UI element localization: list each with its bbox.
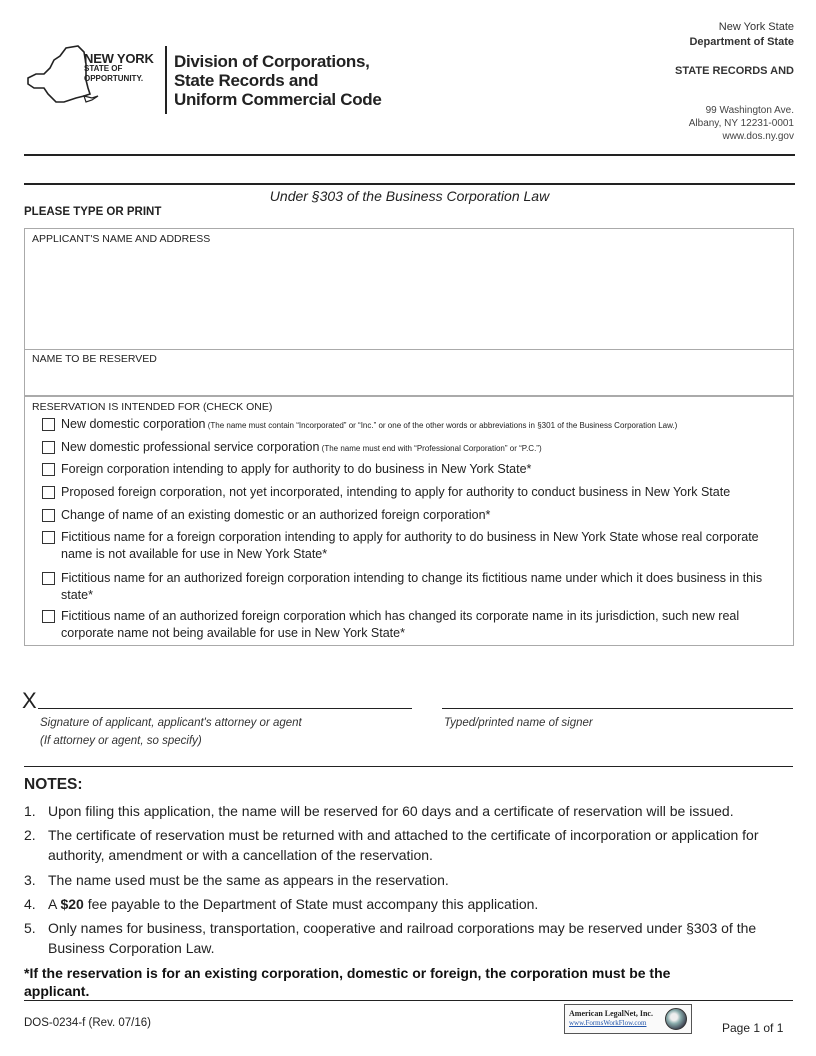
division-line-1: Division of Corporations, (174, 52, 370, 71)
option-label: Proposed foreign corporation, not yet incorporated, intending to apply for authority to conduct business in New York State (61, 485, 731, 499)
option-note: (The name must contain “Incorporated” or “Inc.” or one of the other words or abbreviations in §301 of the Business Corporation Law.) (205, 421, 678, 430)
addr-line-3[interactable]: www.dos.ny.gov (722, 131, 794, 142)
logo-line-2: STATE OF (84, 64, 123, 73)
applicant-box[interactable] (24, 228, 794, 350)
option-label: Change of name of an existing domestic or an authorized foreign corporation* (61, 508, 491, 522)
applicant-label: APPLICANT'S NAME AND ADDRESS (32, 233, 211, 245)
please-type-label: PLEASE TYPE OR PRINT (24, 206, 162, 218)
option-label: New domestic corporation (61, 417, 206, 431)
reservation-box (24, 396, 794, 646)
signature-x-mark: X (22, 688, 37, 713)
division-line-3: Uniform Commercial Code (174, 90, 382, 109)
addr-line-2: Albany, NY 12231-0001 (688, 118, 794, 129)
typed-name-line[interactable] (442, 708, 793, 709)
note-number: 3. (24, 872, 36, 888)
existing-corporation-note: *If the reservation is for an existing corporation, domestic or foreign, the corporation must be the applicant. (24, 965, 671, 999)
name-label: NAME TO BE RESERVED (32, 353, 157, 365)
note-number: 1. (24, 803, 36, 819)
note-number: 5. (24, 920, 36, 936)
option-label: Fictitious name for a foreign corporation intending to apply for authority to do business in New York State whose real corporate name is not available for use in New York State* (61, 530, 759, 561)
logo-divider (165, 46, 167, 114)
legalnet-stamp[interactable] (564, 1004, 692, 1034)
globe-icon (665, 1008, 687, 1030)
form-subtitle: Under §303 of the Business Corporation Law (269, 188, 550, 204)
fee-amount: $20 (60, 896, 84, 912)
checkbox-icon[interactable] (42, 572, 55, 585)
option-label: New domestic professional service corporation (61, 440, 320, 454)
notes-rule (24, 766, 793, 767)
note-text: Upon filing this application, the name will be reserved for 60 days and a certificate of reservation will be issued. (48, 803, 734, 819)
reservation-label: RESERVATION IS INTENDED FOR (CHECK ONE) (32, 401, 273, 413)
note-text: The name used must be the same as appears in the reservation. (48, 872, 449, 888)
option-label: Fictitious name of an authorized foreign corporation which has changed its corporate name in its jurisdiction, such new real corporate name not being available for use in New York State* (61, 609, 740, 640)
division-title (174, 52, 382, 109)
header-rule (24, 154, 795, 156)
stamp-company: American LegalNet, Inc. (569, 1009, 653, 1018)
note-text-pre: A (48, 896, 61, 912)
addr-line-1: 99 Washington Ave. (705, 105, 794, 116)
note-text: The certificate of reservation must be returned with and attached to the certificate of incorporation or application for authority, amendment or with a cancellation of the reservation. (48, 827, 759, 863)
logo-line-1: NEW YORK (84, 51, 154, 66)
address-block (689, 104, 794, 143)
logo-line-3: OPPORTUNITY. (84, 74, 144, 83)
option-label: Fictitious name for an authorized foreign corporation intending to change its fictitious name under which it does business in this state* (61, 571, 763, 602)
form-number: DOS-0234-f (Rev. 07/16) (24, 1017, 151, 1029)
signature-labels (40, 714, 302, 750)
checkbox-icon[interactable] (42, 509, 55, 522)
checkbox-icon[interactable] (42, 418, 55, 431)
footer-rule (24, 1000, 793, 1001)
dept-line-2: Department of State (689, 36, 794, 48)
dept-line-3: STATE RECORDS AND (675, 65, 794, 77)
checkbox-icon[interactable] (42, 610, 55, 623)
page-number: Page 1 of 1 (722, 1021, 784, 1035)
division-line-2: State Records and (174, 71, 319, 90)
ny-logo-text (84, 51, 154, 84)
checkbox-icon[interactable] (42, 463, 55, 476)
signature-line[interactable] (38, 708, 412, 709)
dept-line-1: New York State (718, 21, 794, 33)
note-text: Only names for business, transportation, cooperative and railroad corporations may be reserved under §303 of the Business Corporation Law. (48, 920, 757, 956)
checkbox-icon[interactable] (42, 531, 55, 544)
note-text-post: fee payable to the Department of State must accompany this application. (83, 896, 539, 912)
department-block (675, 20, 794, 79)
name-box[interactable] (24, 348, 794, 396)
notes-title: NOTES: (24, 776, 83, 793)
checkbox-icon[interactable] (42, 441, 55, 454)
note-number: 4. (24, 896, 36, 912)
stamp-link[interactable]: www.FormsWorkFlow.com (569, 1019, 647, 1027)
title-rule (24, 183, 795, 185)
note-number: 2. (24, 827, 36, 843)
signature-sublabel: (If attorney or agent, so specify) (40, 735, 202, 747)
signature-label: Signature of applicant, applicant's attorney or agent (40, 717, 302, 729)
typed-name-label: Typed/printed name of signer (444, 717, 593, 729)
checkbox-icon[interactable] (42, 486, 55, 499)
option-label: Foreign corporation intending to apply for authority to do business in New York State* (61, 462, 532, 476)
option-note: (The name must end with “Professional Corporation” or “P.C.”) (319, 444, 542, 453)
